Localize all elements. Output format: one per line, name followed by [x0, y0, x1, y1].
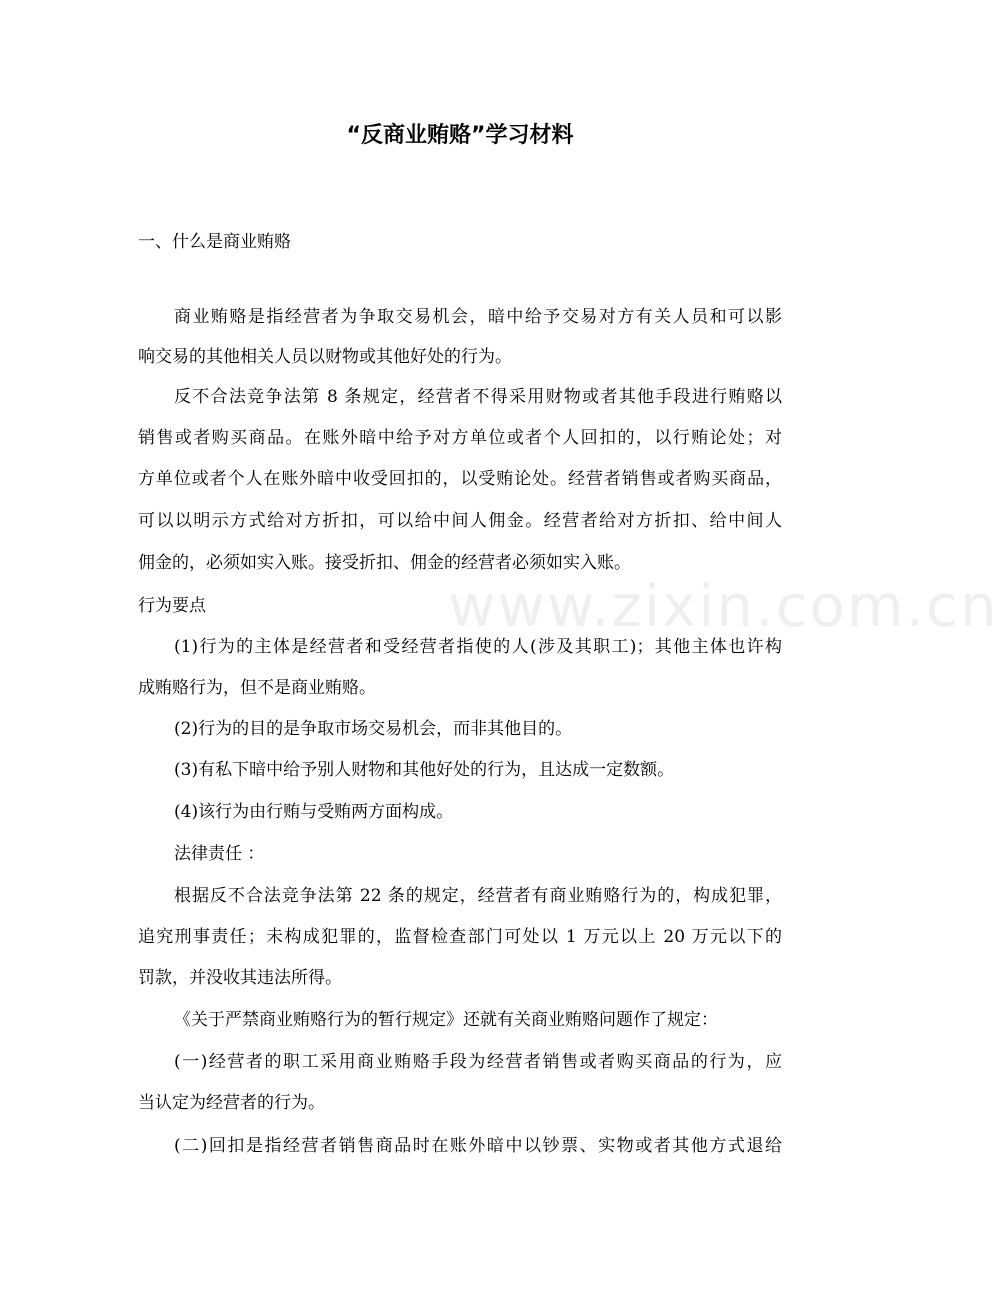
paragraph-line: 当认定为经营者的行为。 — [138, 1093, 325, 1113]
paragraph-line: 《关于严禁商业贿赂行为的暂行规定》还就有关商业贿赂问题作了规定： — [174, 1010, 718, 1030]
paragraph-line: (4)该行为由行贿与受贿两方面构成。 — [174, 802, 454, 822]
subheading: 行为要点 — [138, 596, 206, 616]
paragraph-line: 追究刑事责任；未构成犯罪的，监督检查部门可处以 1 万元以上 20 万元以下的 — [138, 927, 782, 947]
paragraph-line: (3)有私下暗中给予别人财物和其他好处的行为，且达成一定数额。 — [174, 760, 675, 780]
paragraph-line: 根据反不合法竞争法第 22 条的规定，经营者有商业贿赂行为的，构成犯罪， — [174, 886, 782, 906]
paragraph-line: 佣金的，必须如实入账。接受折扣、佣金的经营者必须如实入账。 — [138, 553, 631, 573]
subheading: 法律责任 ： — [174, 844, 265, 864]
paragraph-line: 成贿赂行为，但不是商业贿赂。 — [138, 678, 376, 698]
watermark: www.zixin.com.cn — [448, 572, 999, 640]
paragraph-line: 销售或者购买商品。在账外暗中给予对方单位或者个人回扣的，以行贿论处；对 — [138, 428, 782, 448]
paragraph-line: (一)经营者的职工采用商业贿赂手段为经营者销售或者购买商品的行为，应 — [174, 1052, 782, 1072]
paragraph-line: 方单位或者个人在账外暗中收受回扣的，以受贿论处。经营者销售或者购买商品， — [138, 469, 782, 489]
paragraph-line: 罚款，并没收其违法所得。 — [138, 968, 342, 988]
document-title: “反商业贿赂”学习材料 — [346, 123, 574, 148]
section-heading: 一、什么是商业贿赂 — [138, 232, 291, 252]
paragraph-line: (2)行为的目的是争取市场交易机会，而非其他目的。 — [174, 719, 573, 739]
paragraph-line: 响交易的其他相关人员以财物或其他好处的行为。 — [138, 347, 512, 367]
paragraph-line: 可以以明示方式给对方折扣，可以给中间人佣金。经营者给对方折扣、给中间人 — [138, 511, 782, 531]
paragraph-line: 商业贿赂是指经营者为争取交易机会，暗中给予交易对方有关人员和可以影 — [174, 307, 782, 327]
paragraph-line: (1)行为的主体是经营者和受经营者指使的人(涉及其职工)；其他主体也许构 — [174, 637, 782, 657]
paragraph-line: (二)回扣是指经营者销售商品时在账外暗中以钞票、实物或者其他方式退给 — [174, 1136, 782, 1156]
paragraph-line: 反不合法竞争法第 8 条规定，经营者不得采用财物或者其他手段进行贿赂以 — [174, 387, 782, 407]
